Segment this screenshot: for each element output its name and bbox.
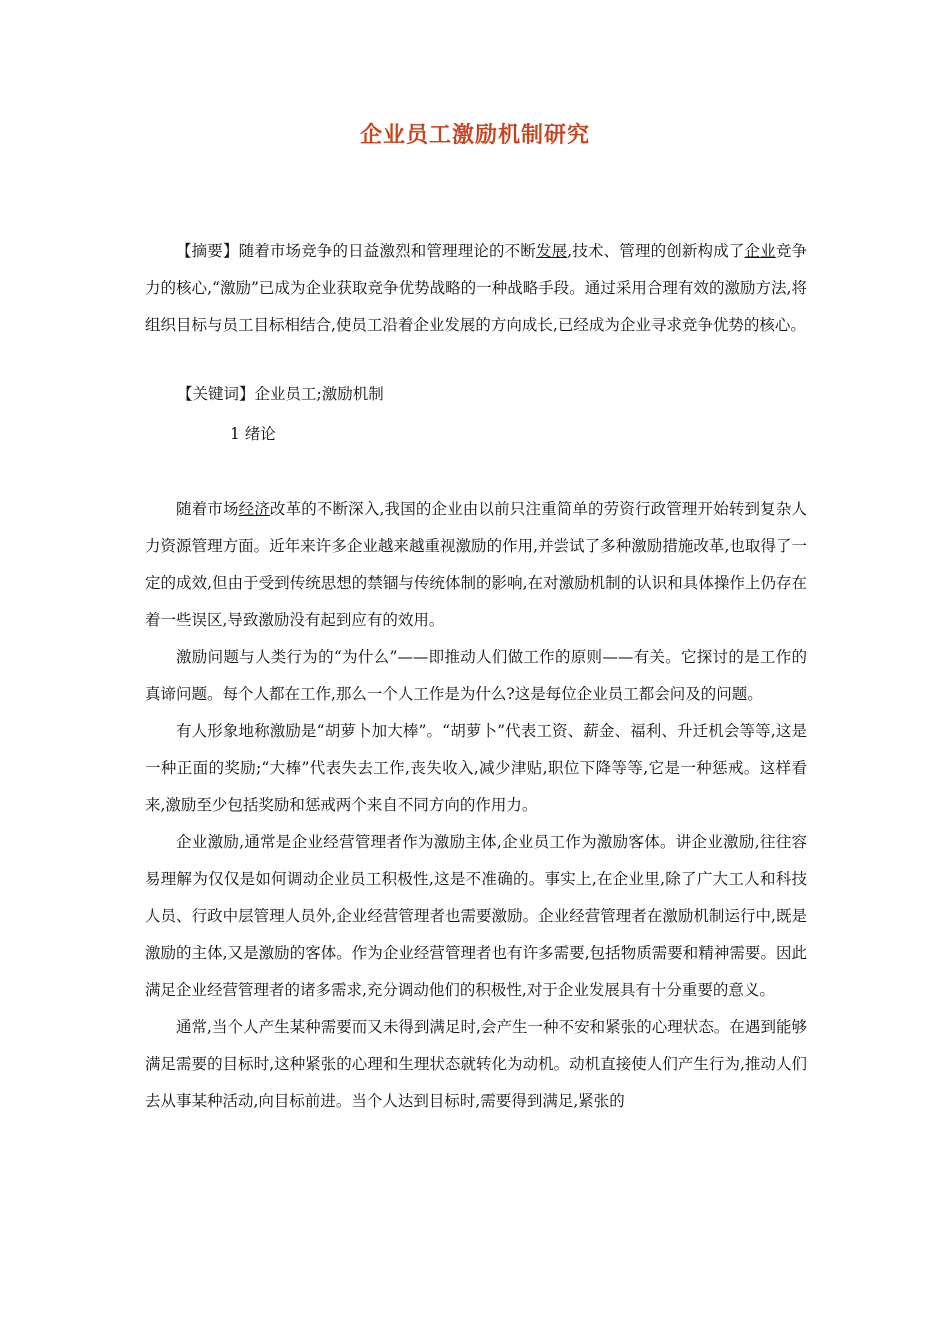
para1-text-2: 改革的不断深入,我国的企业由以前只注重简单的劳资行政管理开始转到复杂人力资源管理方面。近年来许多企业越来越重视激励的作用,并尝试了多种激励措施改革,也取得了一定的成效,但由于受到传统思想的禁锢与传统体制的影响,在对激励机制的认识和具体操作上仍存在着一些误区,导致激励没有起到应有的效用。 bbox=[145, 500, 807, 629]
para1-text-1: 随着市场 bbox=[176, 500, 239, 518]
keywords-line: 【关键词】企业员工;激励机制 bbox=[177, 385, 384, 403]
main-body bbox=[145, 491, 807, 1120]
paragraph-2: 激励问题与人类行为的“为什么”——即推动人们做工作的原则——有关。它探讨的是工作的真谛问题。每个人都在工作,那么一个人工作是为什么?这是每位企业员工都会问及的问题。 bbox=[145, 648, 807, 703]
paragraph-5: 通常,当个人产生某种需要而又未得到满足时,会产生一种不安和紧张的心理状态。在遇到能够满足需要的目标时,这种紧张的心理和生理状态就转化为动机。动机直接使人们产生行为,推动人们去从事某种活动,向目标前进。当个人达到目标时,需要得到满足,紧张的 bbox=[145, 1018, 807, 1110]
link-fazhan[interactable]: 发展 bbox=[535, 242, 568, 260]
link-qiye[interactable]: 企业 bbox=[744, 242, 776, 260]
paragraph-4: 企业激励,通常是企业经营管理者作为激励主体,企业员工作为激励客体。讲企业激励,往往容易理解为仅仅是如何调动企业员工积极性,这是不准确的。事实上,在企业里,除了广大工人和科技人员、行政中层管理人员外,企业经营管理者也需要激励。企业经营管理者在激励机制运行中,既是激励的主体,又是激励的客体。作为企业经营管理者也有许多需要,包括物质需要和精神需要。因此满足企业经营管理者的诸多需求,充分调动他们的积极性,对于企业发展具有十分重要的意义。 bbox=[145, 833, 807, 999]
paragraph-1 bbox=[145, 491, 807, 639]
paragraph-3: 有人形象地称激励是“胡萝卜加大棒”。“胡萝卜”代表工资、薪金、福利、升迁机会等等,这是一种正面的奖励;“大棒”代表失去工作,丧失收入,减少津贴,职位下降等等,它是一种惩戒。这样看来,激励至少包括奖励和惩戒两个来自不同方向的作用力。 bbox=[145, 722, 807, 814]
link-jingji[interactable]: 经济 bbox=[238, 500, 270, 518]
section-heading-intro: 1 绪论 bbox=[230, 425, 276, 443]
abstract-text-2: ,技术、管理的创新构成了 bbox=[567, 242, 745, 260]
abstract-label: 【摘要】 bbox=[176, 242, 239, 260]
abstract-text-3: 竞争力的核心,“激励”已成为企业获取竞争优势战略的一种战略手段。通过采用合理有效的激励方法,将组织目标与员工目标相结合,使员工沿着企业发展的方向成长,已经成为企业寻求竞争优势的核心。 bbox=[145, 242, 807, 334]
abstract-paragraph bbox=[145, 233, 807, 344]
abstract-text-1: 随着市场竞争的日益激烈和管理理论的不断 bbox=[238, 242, 536, 260]
document-title: 企业员工激励机制研究 bbox=[359, 122, 590, 148]
